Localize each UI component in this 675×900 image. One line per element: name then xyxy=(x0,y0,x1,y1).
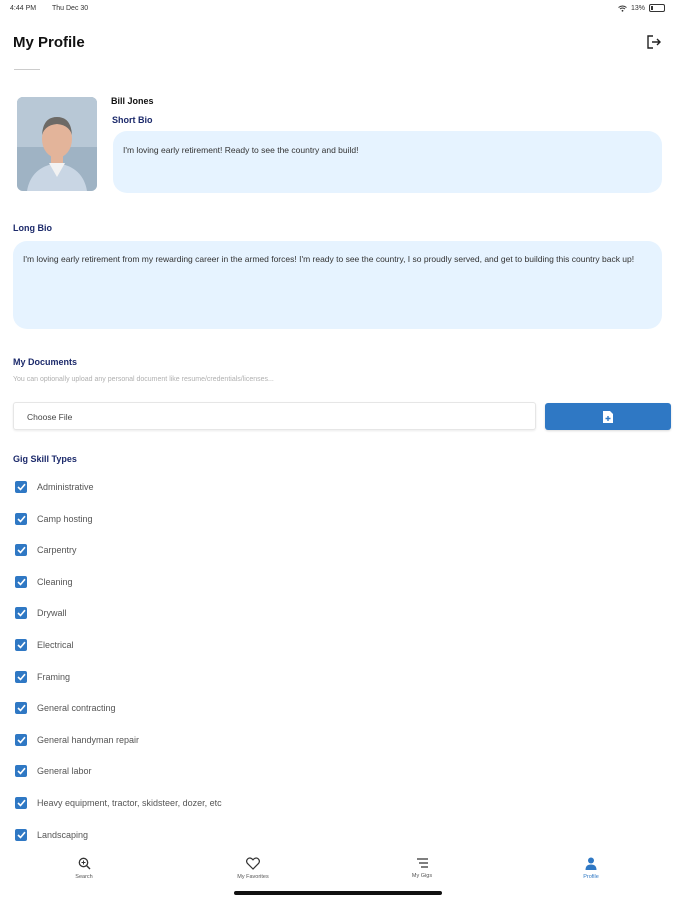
short-bio-field[interactable]: I'm loving early retirement! Ready to see the country and build! xyxy=(113,131,662,193)
skill-label: General contracting xyxy=(37,703,116,714)
person-icon xyxy=(585,857,597,870)
wifi-icon xyxy=(618,5,627,12)
skill-label: Drywall xyxy=(37,608,67,619)
skill-checkbox-item[interactable] xyxy=(15,796,222,810)
tab-search[interactable] xyxy=(54,857,114,880)
checkbox[interactable] xyxy=(15,671,27,683)
checkmark-icon xyxy=(17,704,26,712)
search-icon xyxy=(78,857,91,870)
checkmark-icon xyxy=(17,515,26,523)
skill-checkbox-item[interactable] xyxy=(15,638,74,652)
skill-label: Heavy equipment, tractor, skidsteer, dozer, etc xyxy=(37,798,222,808)
skill-checkbox-item[interactable] xyxy=(15,543,77,557)
status-date: Thu Dec 30 xyxy=(52,5,89,12)
long-bio-field[interactable]: I'm loving early retirement from my rewarding career in the armed forces! I'm ready to see the country, I so proudly served, and get to building this country back up! xyxy=(13,241,662,329)
skill-label: General handyman repair xyxy=(37,734,140,745)
tab-my-gigs-label: My Gigs xyxy=(411,873,433,879)
checkbox[interactable] xyxy=(15,607,27,619)
skill-label: Camp hosting xyxy=(37,513,93,524)
page-title: My Profile xyxy=(13,34,85,51)
skill-checkbox-item[interactable] xyxy=(15,670,70,684)
checkbox[interactable] xyxy=(15,513,27,525)
skill-label: General labor xyxy=(37,766,92,777)
choose-file-input[interactable]: Choose File xyxy=(13,402,536,430)
checkmark-icon xyxy=(17,767,26,775)
skill-checkbox-item[interactable] xyxy=(15,480,94,494)
status-bar xyxy=(0,0,675,18)
tab-profile[interactable] xyxy=(561,857,621,880)
checkbox[interactable] xyxy=(15,639,27,651)
upload-document-button[interactable] xyxy=(545,403,671,430)
logout-button[interactable] xyxy=(646,34,662,50)
checkbox[interactable] xyxy=(15,544,27,556)
skill-checkbox-item[interactable] xyxy=(15,828,88,842)
logout-icon xyxy=(646,34,662,50)
short-bio-label: Short Bio xyxy=(112,115,153,125)
checkmark-icon xyxy=(17,736,26,744)
documents-hint: You can optionally upload any personal document like resume/credentials/licenses... xyxy=(13,376,274,383)
tab-favorites[interactable] xyxy=(223,857,283,880)
status-time: 4:44 PM xyxy=(10,5,37,12)
checkmark-icon xyxy=(17,641,26,649)
skills-label: Gig Skill Types xyxy=(13,454,77,464)
tab-favorites-label: My Favorites xyxy=(237,874,269,880)
checkmark-icon xyxy=(17,673,26,681)
skill-label: Administrative xyxy=(37,482,94,492)
battery-icon xyxy=(649,4,665,12)
checkbox[interactable] xyxy=(15,702,27,714)
tab-search-label: Search xyxy=(75,874,93,880)
skill-checkbox-item[interactable] xyxy=(15,606,67,620)
checkbox[interactable] xyxy=(15,797,27,809)
battery-percent: 13% xyxy=(630,4,645,12)
checkbox[interactable] xyxy=(15,829,27,841)
checkbox[interactable] xyxy=(15,576,27,588)
skill-checkbox-item[interactable] xyxy=(15,575,73,589)
title-divider xyxy=(14,69,40,70)
status-right xyxy=(618,4,665,12)
checkbox[interactable] xyxy=(15,481,27,493)
file-add-icon xyxy=(602,410,614,424)
tab-my-gigs[interactable] xyxy=(392,857,452,879)
checkmark-icon xyxy=(17,609,26,617)
skill-label: Electrical xyxy=(37,640,74,650)
skill-label: Cleaning xyxy=(37,576,73,587)
skill-checkbox-item[interactable] xyxy=(15,701,116,715)
avatar xyxy=(17,97,97,191)
documents-label: My Documents xyxy=(13,357,78,367)
profile-name: Bill Jones xyxy=(111,96,154,106)
checkmark-icon xyxy=(17,831,26,839)
checkmark-icon xyxy=(17,483,26,491)
skill-label: Framing xyxy=(37,671,71,682)
checkmark-icon xyxy=(17,799,26,807)
home-indicator xyxy=(234,891,442,895)
long-bio-label: Long Bio xyxy=(13,223,52,233)
checkbox[interactable] xyxy=(15,734,27,746)
skill-checkbox-item[interactable] xyxy=(15,733,139,747)
skill-label: Carpentry xyxy=(37,545,77,556)
checkmark-icon xyxy=(17,546,26,554)
checkbox[interactable] xyxy=(15,765,27,777)
heart-icon xyxy=(246,857,260,870)
list-icon xyxy=(416,857,429,869)
skill-checkbox-item[interactable] xyxy=(15,512,93,526)
skill-checkbox-item[interactable] xyxy=(15,764,92,778)
checkmark-icon xyxy=(17,578,26,586)
skill-label: Landscaping xyxy=(37,829,89,840)
tab-profile-label: Profile xyxy=(583,874,599,880)
